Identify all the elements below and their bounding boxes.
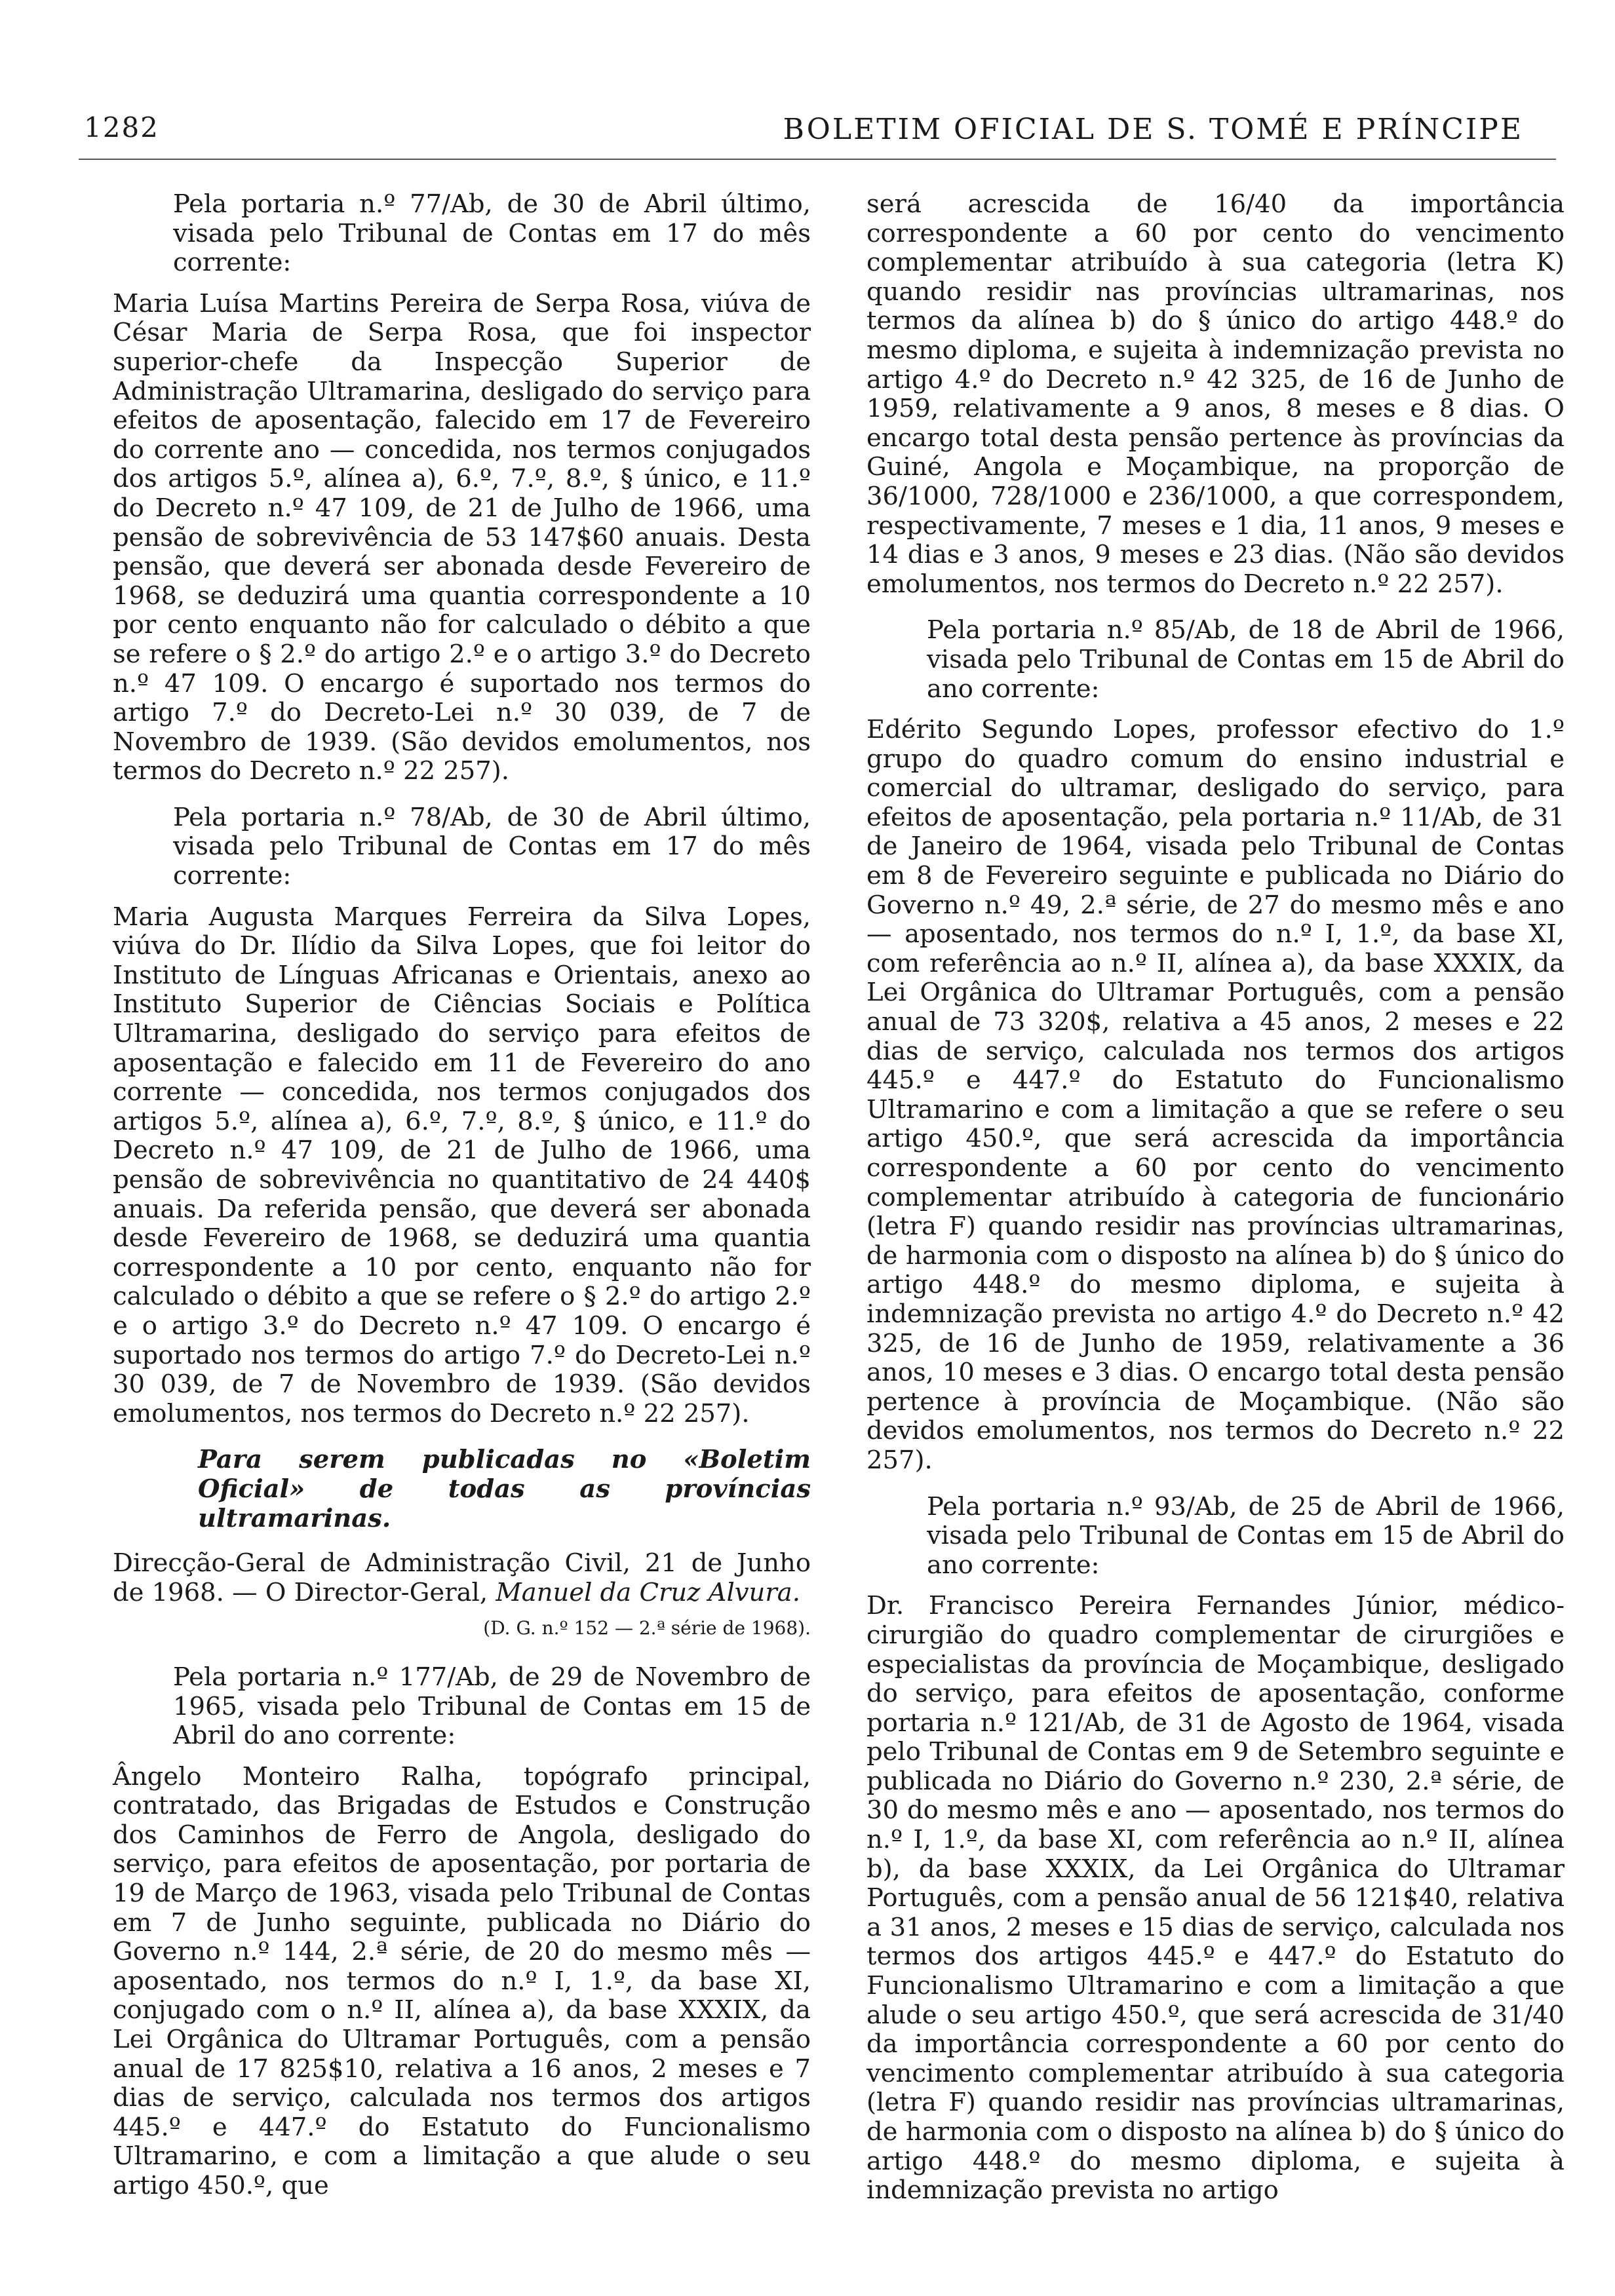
decree-intro: Pela portaria n.º 85/Ab, de 18 de Abril de 1966, visada pelo Tribunal de Contas em 15 de Abril do ano corrente:	[927, 615, 1565, 704]
signature-line	[113, 1549, 811, 1607]
header-rule	[79, 159, 1556, 160]
left-column	[113, 190, 811, 2218]
decree-intro: Pela portaria n.º 78/Ab, de 30 de Abril último, visada pelo Tribunal de Contas em 17 do mês corrente:	[173, 802, 811, 891]
source-reference: (D. G. n.º 152 — 2.ª série de 1968).	[483, 1617, 811, 1639]
decree-body: Maria Augusta Marques Ferreira da Silva Lopes, viúva do Dr. Ilídio da Silva Lopes, que foi leitor do Instituto de Línguas Africanas e Orientais, anexo ao Instituto Superior de Ciências Sociais e Política Ultramarina, desligado do serviço para efeitos de aposentação e falecido em 11 de Fevereiro do ano corrente — concedida, nos termos conjugados dos artigos 5.º, alínea a), 6.º, 7.º, 8.º, § único, e 11.º do Decreto n.º 47 109, de 21 de Julho de 1966, uma pensão de sobrevivência no quantitativo de 24 440$ anuais. Da referida pensão, que deverá ser abonada desde Fevereiro de 1968, se deduzirá uma quantia correspondente a 10 por cento, enquanto não for calculado o débito a que se refere o § 2.º do artigo 2.º e o artigo 3.º do Decreto n.º 47 109. O encargo é suportado nos termos do artigo 7.º do Decreto-Lei n.º 30 039, de 7 de Novembro de 1939. (São devidos emolumentos, nos termos do Decreto n.º 22 257).	[113, 902, 811, 1428]
decree-intro: Pela portaria n.º 77/Ab, de 30 de Abril último, visada pelo Tribunal de Contas em 17 do mês corrente:	[173, 189, 811, 278]
signatory-name: Manuel da Cruz Alvura.	[496, 1577, 800, 1607]
decree-continuation: será acrescida de 16/40 da importância correspondente a 60 por cento do vencimento complementar atribuído à sua categoria (letra K) quando residir nas províncias ultramarinas, nos termos da alínea b) do § único do artigo 448.º do mesmo diploma, e sujeita à indemnização prevista no artigo 4.º do Decreto n.º 42 325, de 16 de Junho de 1959, relativamente a 9 anos, 8 meses e 8 dias. O encargo total desta pensão pertence às províncias da Guiné, Angola e Moçambique, na proporção de 36/1000, 728/1000 e 236/1000, a que correspondem, respectivamente, 7 meses e 1 dia, 11 anos, 9 meses e 14 dias e 3 anos, 9 meses e 23 dias. (Não são devidos emolumentos, nos termos do Decreto n.º 22 257).	[866, 189, 1565, 599]
publication-note: Para serem publicadas no «Boletim Oficial» de todas as províncias ultramarinas.	[198, 1445, 811, 1533]
signature-text: Direcção-Geral de Administração Civil, 21 de Junho de 1968. — O Director-Geral,	[113, 1548, 811, 1607]
right-column	[866, 190, 1565, 2223]
decree-body: Ângelo Monteiro Ralha, topógrafo principal, contratado, das Brigadas de Estudos e Construção dos Caminhos de Ferro de Angola, desligado do serviço, para efeitos de aposentação, por portaria de 19 de Março de 1963, visada pelo Tribunal de Contas em 7 de Junho seguinte, publicada no Diário do Governo n.º 144, 2.ª série, de 20 do mesmo mês — aposentado, nos termos do n.º I, 1.º, da base XI, conjugado com o n.º II, alínea a), da base XXXIX, da Lei Orgânica do Ultramar Português, com a pensão anual de 17 825$10, relativa a 16 anos, 2 meses e 7 dias de serviço, calculada nos termos dos artigos 445.º e 447.º do Estatuto do Funcionalismo Ultramarino, e com a limitação a que alude o seu artigo 450.º, que	[113, 1761, 811, 2200]
decree-body: Dr. Francisco Pereira Fernandes Júnior, médico-cirurgião do quadro complementar de cirurgiões e especialistas da província de Moçambique, desligado do serviço, para efeitos de aposentação, conforme portaria n.º 121/Ab, de 31 de Agosto de 1964, visada pelo Tribunal de Contas em 9 de Setembro seguinte e publicada no Diário do Governo n.º 230, 2.ª série, de 30 do mesmo mês e ano — aposentado, nos termos do n.º I, 1.º, da base XI, com referência ao n.º II, alínea b), da base XXXIX, da Lei Orgânica do Ultramar Português, com a pensão anual de 56 121$40, relativa a 31 anos, 2 meses e 15 dias de serviço, calculada nos termos dos artigos 445.º e 447.º do Estatuto do Funcionalismo Ultramarino e com a limitação a que alude o seu artigo 450.º, que será acrescida de 31/40 da importância correspondente a 60 por cento do vencimento complementar atribuído à sua categoria (letra F) quando residir nas províncias ultramarinas, de harmonia com o disposto na alínea b) do § único do artigo 448.º do mesmo diploma, e sujeita à indemnização prevista no artigo	[866, 1591, 1565, 2206]
decree-body: Edérito Segundo Lopes, professor efectivo do 1.º grupo do quadro comum do ensino industrial e comercial do ultramar, desligado do serviço, para efeitos de aposentação, pela portaria n.º 11/Ab, de 31 de Janeiro de 1964, visada pelo Tribunal de Contas em 8 de Fevereiro seguinte e publicada no Diário do Governo n.º 49, 2.ª série, de 27 do mesmo mês e ano — aposentado, nos termos do n.º I, 1.º, da base XI, com referência ao n.º II, alínea a), da base XXXIX, da Lei Orgânica do Ultramar Português, com a pensão anual de 73 320$, relativa a 45 anos, 2 meses e 22 dias de serviço, calculada nos termos dos artigos 445.º e 447.º do Estatuto do Funcionalismo Ultramarino e com a limitação a que se refere o seu artigo 450.º, que será acrescida da importância correspondente a 60 por cento do vencimento complementar atribuído à categoria de funcionário (letra F) quando residir nas províncias ultramarinas, de harmonia com o disposto na alínea b) do § único do artigo 448.º do mesmo diploma, e sujeita à indemnização prevista no artigo 4.º do Decreto n.º 42 325, de 16 de Junho de 1959, relativamente a 36 anos, 10 meses e 3 dias. O encargo total desta pensão pertence à província de Moçambique. (Não são devidos emolumentos, nos termos do Decreto n.º 22 257).	[866, 715, 1565, 1475]
running-title: BOLETIM OFICIAL DE S. TOMÉ E PRÍNCIPE	[783, 113, 1523, 146]
decree-body: Maria Luísa Martins Pereira de Serpa Rosa, viúva de César Maria de Serpa Rosa, que foi inspector superior-chefe da Inspecção Superior de Administração Ultramarina, desligado do serviço para efeitos de aposentação, falecido em 17 de Fevereiro do corrente ano — concedida, nos termos conjugados dos artigos 5.º, alínea a), 6.º, 7.º, 8.º, § único, e 11.º do Decreto n.º 47 109, de 21 de Julho de 1966, uma pensão de sobrevivência de 53 147$60 anuais. Desta pensão, que deverá ser abonada desde Fevereiro de 1968, se deduzirá uma quantia correspondente a 10 por cento enquanto não for calculado o débito a que se refere o § 2.º do artigo 2.º e o artigo 3.º do Decreto n.º 47 109. O encargo é suportado nos termos do artigo 7.º do Decreto-Lei n.º 30 039, de 7 de Novembro de 1939. (São devidos emolumentos, nos termos do Decreto n.º 22 257).	[113, 288, 811, 786]
decree-intro: Pela portaria n.º 93/Ab, de 25 de Abril de 1966, visada pelo Tribunal de Contas em 15 de Abril do ano corrente:	[927, 1491, 1565, 1580]
page-number: 1282	[84, 111, 159, 144]
decree-intro: Pela portaria n.º 177/Ab, de 29 de Novembro de 1965, visada pelo Tribunal de Contas em 15 de Abril do ano corrente:	[173, 1662, 811, 1751]
